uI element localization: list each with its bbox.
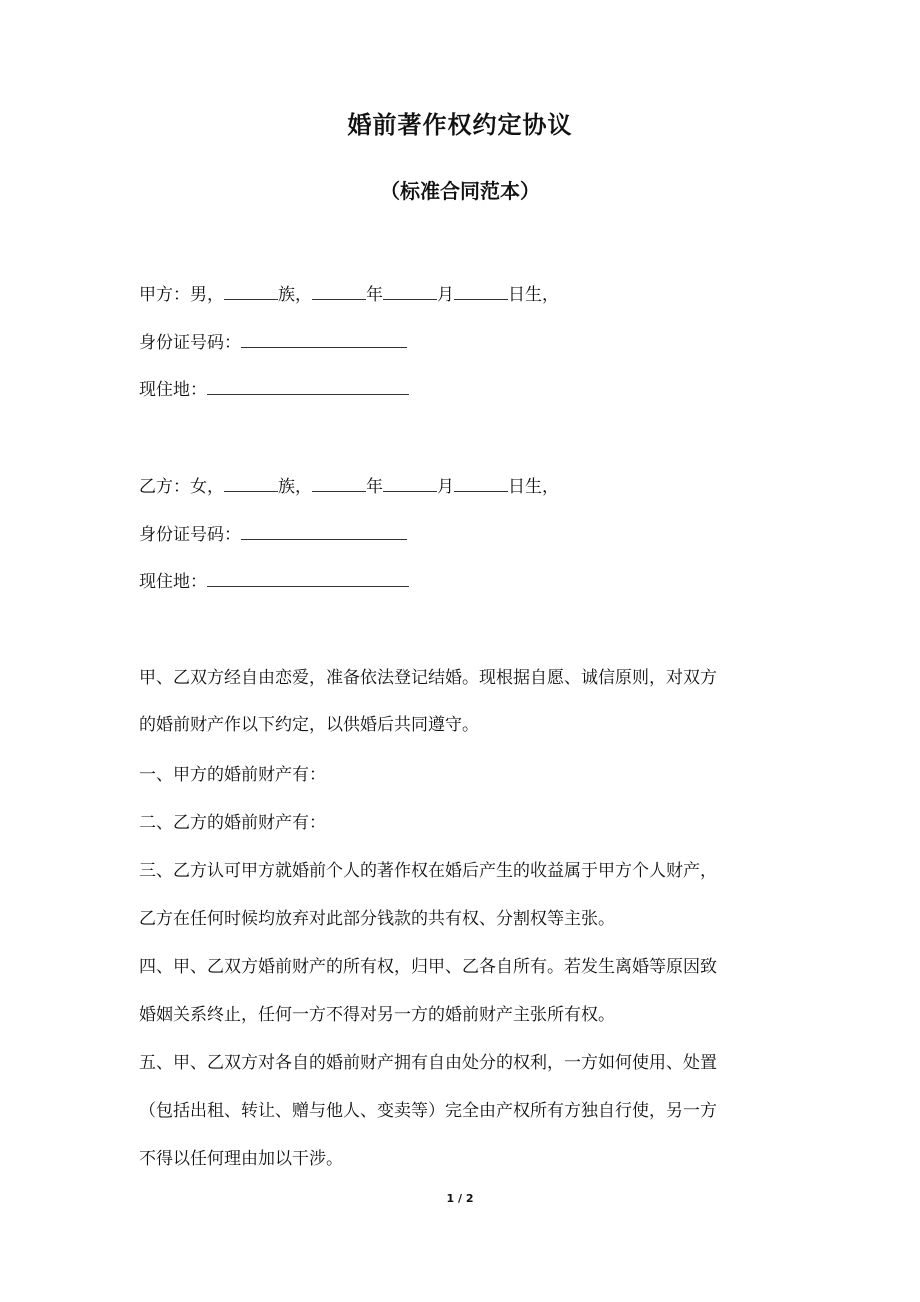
clause-4-continued: 婚姻关系终止，任何一方不得对另一方的婚前财产主张所有权。 — [139, 1005, 615, 1025]
party-a-ethnic-label: 族， — [278, 285, 312, 305]
clause-5-end: 不得以任何理由加以干涉。 — [139, 1149, 343, 1169]
party-a-address-blank — [207, 376, 409, 395]
party-b-month-label: 月 — [437, 477, 454, 497]
document-subtitle: （标准合同范本） — [380, 179, 540, 203]
party-b-ethnic-label: 族， — [278, 477, 312, 497]
party-a-month-blank — [383, 281, 437, 300]
clause-3: 三、乙方认可甲方就婚前个人的著作权在婚后产生的收益属于甲方个人财产， — [139, 861, 717, 881]
party-b-birth-label: 日生， — [508, 477, 559, 497]
party-b-id-line — [139, 521, 789, 548]
party-b-ethnic-blank — [224, 473, 278, 492]
party-a-month-label: 月 — [437, 285, 454, 305]
party-a-id-blank — [241, 329, 407, 348]
party-b-address-blank — [207, 568, 409, 587]
party-a-address-label: 现住地： — [139, 380, 207, 400]
party-b-birth-line — [139, 473, 789, 500]
party-b-year-label: 年 — [366, 477, 383, 497]
party-a-address-line — [139, 376, 789, 403]
party-b-day-blank — [454, 473, 508, 492]
party-a-year-label: 年 — [366, 285, 383, 305]
party-b-address-label: 现住地： — [139, 572, 207, 592]
party-a-day-blank — [454, 281, 508, 300]
party-b-id-blank — [241, 521, 407, 540]
page-number: 1 / 2 — [446, 1192, 474, 1205]
party-b-id-label: 身份证号码： — [139, 525, 241, 545]
party-a-birth-label: 日生， — [508, 285, 559, 305]
party-b-month-blank — [383, 473, 437, 492]
clause-5-continued: （包括出租、转让、赠与他人、变卖等）完全由产权所有方独自行使，另一方 — [139, 1101, 717, 1121]
document-title: 婚前著作权约定协议 — [347, 111, 573, 139]
party-a-year-blank — [312, 281, 366, 300]
party-b-year-blank — [312, 473, 366, 492]
party-a-role-gender: 甲方：男， — [139, 285, 224, 305]
clause-2: 二、乙方的婚前财产有： — [139, 813, 326, 833]
body-line: 甲、乙双方经自由恋爱，准备依法登记结婚。现根据自愿、诚信原则，对双方 — [139, 668, 717, 688]
party-b-address-line — [139, 568, 789, 595]
clause-5: 五、甲、乙双方对各自的婚前财产拥有自由处分的权利，一方如何使用、处置 — [139, 1053, 717, 1073]
party-a-ethnic-blank — [224, 281, 278, 300]
body-line: 的婚前财产作以下约定，以供婚后共同遵守。 — [139, 715, 479, 735]
party-a-birth-line — [139, 281, 789, 308]
clause-1: 一、甲方的婚前财产有： — [139, 765, 326, 785]
party-b-role-gender: 乙方：女， — [139, 477, 224, 497]
party-a-id-line — [139, 329, 789, 356]
clause-3-continued: 乙方在任何时候均放弃对此部分钱款的共有权、分割权等主张。 — [139, 909, 615, 929]
party-a-id-label: 身份证号码： — [139, 333, 241, 353]
clause-4: 四、甲、乙双方婚前财产的所有权，归甲、乙各自所有。若发生离婚等原因致 — [139, 957, 717, 977]
